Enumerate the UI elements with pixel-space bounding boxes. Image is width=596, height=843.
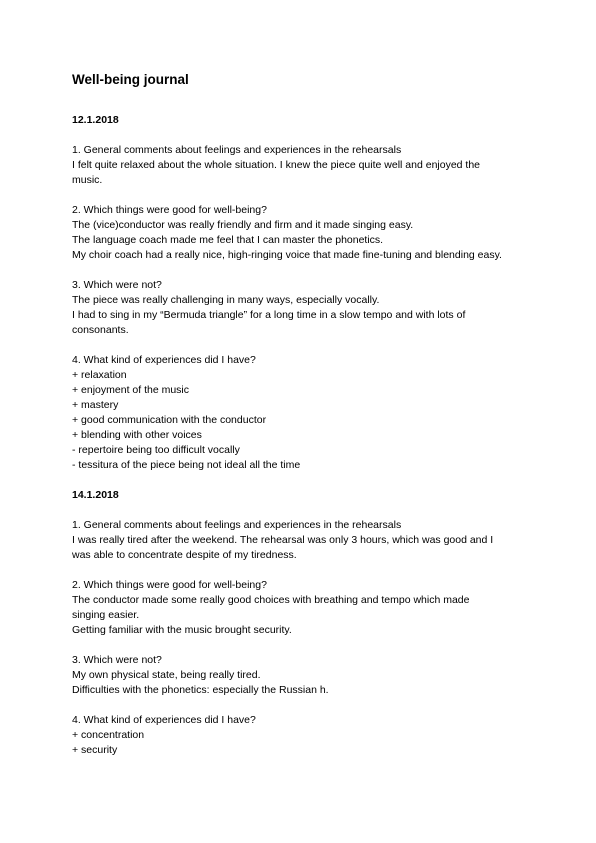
section-question: 3. Which were not?	[72, 654, 162, 666]
journal-entry	[72, 488, 532, 758]
entry-section	[72, 203, 532, 263]
journal-page	[72, 70, 532, 758]
section-question: 3. Which were not?	[72, 279, 162, 291]
section-line: The piece was really challenging in many ways, especially vocally.	[72, 294, 380, 306]
section-line: Difficulties with the phonetics: especially the Russian h.	[72, 684, 329, 696]
section-line: My own physical state, being really tired.	[72, 669, 261, 681]
section-question: 4. What kind of experiences did I have?	[72, 714, 256, 726]
section-line: consonants.	[72, 324, 129, 336]
journal-entry	[72, 113, 532, 473]
section-line: The (vice)conductor was really friendly and firm and it made singing easy.	[72, 219, 414, 231]
entry-section	[72, 713, 532, 758]
entry-date-block	[72, 488, 532, 503]
section-line: singing easier.	[72, 609, 140, 621]
entry-section	[72, 518, 532, 563]
list-item: + relaxation	[72, 369, 127, 381]
entry-section	[72, 653, 532, 698]
entry-section	[72, 353, 532, 473]
section-line: The conductor made some really good choices with breathing and tempo which made	[72, 594, 470, 606]
list-item: + blending with other voices	[72, 429, 202, 441]
list-item: + enjoyment of the music	[72, 384, 190, 396]
entry-section	[72, 578, 532, 638]
section-question: 2. Which things were good for well-being?	[72, 579, 267, 591]
section-question: 4. What kind of experiences did I have?	[72, 354, 256, 366]
entry-date: 12.1.2018	[72, 114, 119, 126]
list-item: + mastery	[72, 399, 119, 411]
section-line: My choir coach had a really nice, high-ringing voice that made fine-tuning and blending easy.	[72, 249, 502, 261]
section-line: Getting familiar with the music brought security.	[72, 624, 292, 636]
list-item: + good communication with the conductor	[72, 414, 267, 426]
section-question: 1. General comments about feelings and experiences in the rehearsals	[72, 519, 402, 531]
page-title: Well-being journal	[72, 72, 189, 87]
list-item: + concentration	[72, 729, 145, 741]
section-line: I felt quite relaxed about the whole situation. I knew the piece quite well and enjoyed the	[72, 159, 481, 171]
section-line: I was really tired after the weekend. The rehearsal was only 3 hours, which was good and I	[72, 534, 494, 546]
section-question: 2. Which things were good for well-being?	[72, 204, 267, 216]
entry-section	[72, 278, 532, 338]
entry-date: 14.1.2018	[72, 489, 119, 501]
list-item: - repertoire being too difficult vocally	[72, 444, 240, 456]
section-line: music.	[72, 174, 103, 186]
section-line: I had to sing in my “Bermuda triangle” for a long time in a slow tempo and with lots of	[72, 309, 466, 321]
list-item: - tessitura of the piece being not ideal all the time	[72, 459, 301, 471]
section-line: The language coach made me feel that I can master the phonetics.	[72, 234, 384, 246]
section-question: 1. General comments about feelings and experiences in the rehearsals	[72, 144, 402, 156]
entry-section	[72, 143, 532, 188]
list-item: + security	[72, 744, 118, 756]
section-line: was able to concentrate despite of my tiredness.	[72, 549, 297, 561]
